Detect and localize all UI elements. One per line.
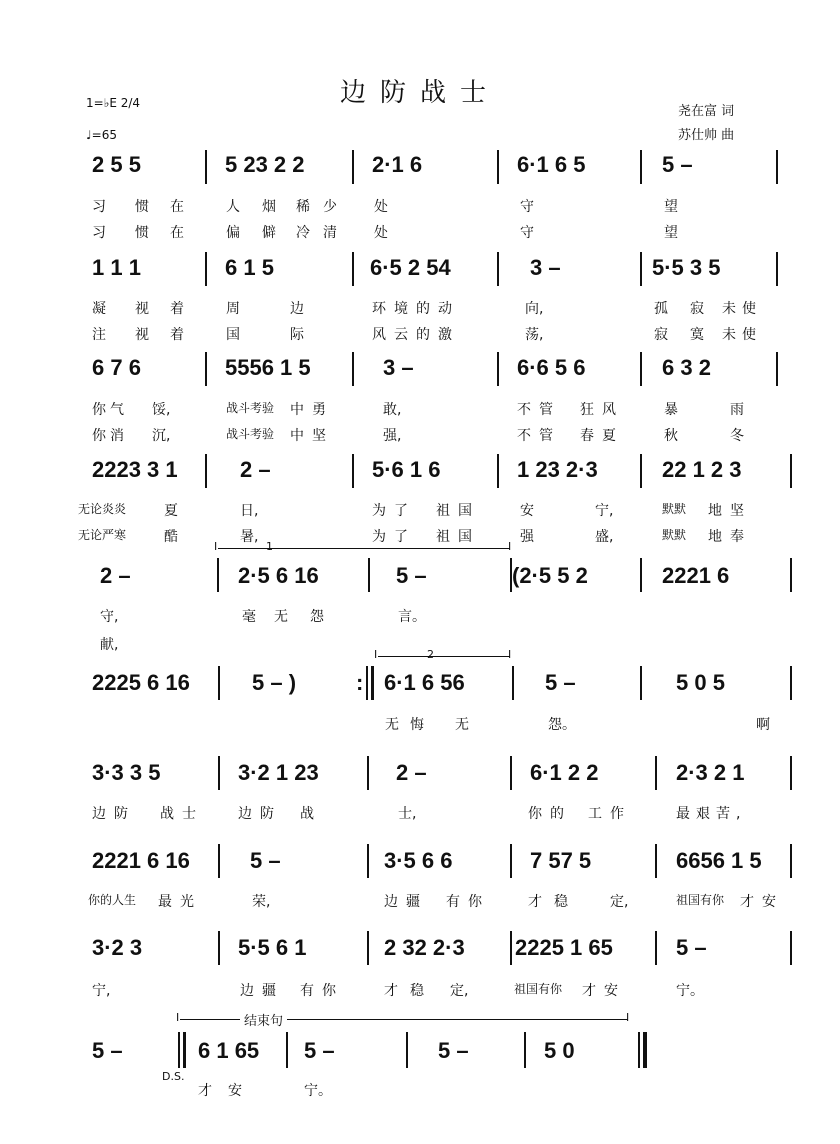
measure: 6 1 65 <box>198 1038 260 1063</box>
lyric: 烟 <box>262 199 276 215</box>
lyric: 狂风 <box>580 402 624 418</box>
lyric: 中坚 <box>290 428 334 444</box>
measure: 2221 6 <box>662 563 730 588</box>
measure: 5 – <box>662 152 693 177</box>
lyric: 沉, <box>152 428 171 444</box>
lyric: 有你 <box>300 983 344 999</box>
lyric: 强, <box>383 428 402 444</box>
lyric: 宁。 <box>676 983 704 999</box>
lyric: 孤 <box>654 301 668 317</box>
lyric: 暴 <box>664 402 678 418</box>
measure: 2 – <box>396 760 427 785</box>
lyric: 强 <box>520 529 534 545</box>
measure: 6 7 6 <box>92 355 141 380</box>
measure: 6656 1 5 <box>676 848 762 873</box>
volta-1-label: 1 <box>266 540 273 553</box>
lyric: 凝 <box>92 301 106 317</box>
song-title: 边防战士 <box>339 78 500 108</box>
lyric: 献, <box>100 637 119 653</box>
lyric: 战斗考验 <box>226 401 275 415</box>
tempo-marking: ♩=65 <box>86 128 117 142</box>
lyric: 宁, <box>595 503 614 519</box>
lyric: 中勇 <box>290 402 334 418</box>
lyric: 无论严寒 <box>78 528 127 542</box>
measure: 6 1 5 <box>225 255 274 280</box>
measure: 6·5 2 54 <box>370 255 451 280</box>
lyric: 无 <box>385 717 399 733</box>
lyric: 盛, <box>595 529 614 545</box>
lyric: 望 <box>664 225 678 241</box>
lyric: 荡, <box>525 327 544 343</box>
lyric: 默默 <box>662 528 687 542</box>
lyric: 祖国 <box>436 503 480 519</box>
lyric: 怨。 <box>548 717 576 733</box>
lyric: 着 <box>170 327 184 343</box>
lyric: 敢, <box>383 402 402 418</box>
lyric: 在 <box>170 199 184 215</box>
lyric: 秋 <box>664 428 678 444</box>
measure: 5·5 3 5 <box>652 255 721 280</box>
lyric: 你气 <box>92 402 128 418</box>
lyric: 注 <box>92 327 106 343</box>
lyric: 馁, <box>152 402 171 418</box>
composer-credit: 苏仕帅 曲 <box>678 128 735 143</box>
lyric: 啊 <box>756 717 770 733</box>
lyric: 人 <box>226 199 240 215</box>
lyric: 未使 <box>722 301 762 317</box>
lyric: 边 <box>290 301 304 317</box>
lyric: 荣, <box>252 894 271 910</box>
measure: 2223 3 1 <box>92 457 178 482</box>
ending-label: 结束句 <box>240 1010 287 1029</box>
lyric: 为了 <box>372 503 416 519</box>
measure: 6 3 2 <box>662 355 711 380</box>
lyric: 寂 <box>690 301 704 317</box>
measure: 7 57 5 <box>530 848 592 873</box>
lyric: 战 <box>300 806 314 822</box>
lyric: 最艰苦, <box>676 806 747 822</box>
lyric: 不管 <box>517 428 561 444</box>
measure: 5 – <box>304 1038 335 1063</box>
lyric: 言。 <box>398 609 426 625</box>
lyric: 不管 <box>517 402 561 418</box>
lyric: 周 <box>226 301 240 317</box>
lyric: 冷 <box>296 225 310 241</box>
measure: 3·5 6 6 <box>384 848 453 873</box>
measure: 3 – <box>530 255 561 280</box>
lyric: 默默 <box>662 502 687 516</box>
lyric: 清 <box>323 225 337 241</box>
lyric: 春夏 <box>580 428 624 444</box>
measure: 5 – <box>250 848 281 873</box>
lyric: 未使 <box>722 327 762 343</box>
lyric: 定, <box>610 894 629 910</box>
lyric: 宁, <box>92 983 111 999</box>
lyric: 酷 <box>164 529 178 545</box>
measure: 3·2 3 <box>92 935 143 960</box>
lyric: 视 <box>135 301 149 317</box>
lyric: 怨 <box>310 609 324 625</box>
lyric: 守, <box>100 609 119 625</box>
lyric: 寂 <box>654 327 668 343</box>
lyric: 宁。 <box>304 1083 332 1099</box>
lyric: 处 <box>374 225 388 241</box>
lyric: 战斗考验 <box>226 427 275 441</box>
lyric: 习 <box>92 199 106 215</box>
lyric: 守 <box>520 225 534 241</box>
key-signature: 1=♭E 2/4 <box>86 96 141 110</box>
measure: 5 – <box>438 1038 469 1063</box>
measure: 3·3 3 5 <box>92 760 161 785</box>
lyric: 安 <box>520 503 534 519</box>
lyric: 暑, <box>240 529 259 545</box>
lyric: 冬 <box>730 428 744 444</box>
lyric: 最光 <box>158 894 202 910</box>
measure: 2 – <box>240 457 271 482</box>
measure: (2·5 5 2 <box>512 563 588 588</box>
lyric: 国 <box>226 327 240 343</box>
lyric: 祖国有你 <box>514 982 563 996</box>
lyric: 环境的动 <box>372 301 460 317</box>
measure: 5 – <box>545 670 576 695</box>
lyric: 寞 <box>690 327 704 343</box>
lyric: 在 <box>170 225 184 241</box>
lyric: 稀 <box>296 199 310 215</box>
measure: 5 0 <box>544 1038 575 1063</box>
lyricist-credit: 尧在富 词 <box>678 104 735 119</box>
lyric: 为了 <box>372 529 416 545</box>
lyric: 处 <box>374 199 388 215</box>
lyric: 祖国有你 <box>676 893 725 907</box>
lyric: 边疆 <box>384 894 428 910</box>
measure: 3 – <box>383 355 414 380</box>
measure: 22 1 2 3 <box>662 457 742 482</box>
measure: 1 23 2·3 <box>517 457 598 482</box>
lyric: 祖国 <box>436 529 480 545</box>
lyric: 偏 <box>226 225 240 241</box>
lyric: 无 <box>274 609 288 625</box>
measure: 2221 6 16 <box>92 848 190 873</box>
lyric: 地奉 <box>708 529 752 545</box>
measure: 6·1 6 5 <box>517 152 586 177</box>
lyric: 向, <box>525 301 544 317</box>
measure: 2 5 5 <box>92 152 141 177</box>
lyric: 战士 <box>160 806 204 822</box>
lyric: 边疆 <box>240 983 284 999</box>
measure: 3·2 1 23 <box>238 760 319 785</box>
lyric: 无论炎炎 <box>78 502 127 516</box>
measure: 5 – <box>92 1038 123 1063</box>
lyric: 边防 <box>238 806 282 822</box>
measure: 2225 6 16 <box>92 670 190 695</box>
measure: 2·5 6 16 <box>238 563 319 588</box>
measure: 5·6 1 6 <box>372 457 441 482</box>
measure: 2 32 2·3 <box>384 935 465 960</box>
lyric: 你消 <box>92 428 128 444</box>
lyric: 地坚 <box>708 503 752 519</box>
lyric: 才安 <box>582 983 626 999</box>
lyric: 雨 <box>730 402 744 418</box>
lyric: 视 <box>135 327 149 343</box>
lyric: 无 <box>455 717 469 733</box>
lyric: 际 <box>290 327 304 343</box>
lyric: 日, <box>240 503 259 519</box>
lyric: 着 <box>170 301 184 317</box>
volta-2-label: 2 <box>427 648 434 661</box>
lyric: 才稳 <box>384 983 436 999</box>
measure: 2 – <box>100 563 131 588</box>
lyric: 有你 <box>446 894 490 910</box>
lyric: 望 <box>664 199 678 215</box>
lyric: 惯 <box>135 199 149 215</box>
lyric: 悔 <box>410 717 424 733</box>
lyric: 惯 <box>135 225 149 241</box>
measure: 1 1 1 <box>92 255 141 280</box>
measure: 5·5 6 1 <box>238 935 307 960</box>
lyric: 边防 <box>92 806 136 822</box>
lyric: 你的人生 <box>88 893 137 907</box>
ds-marking: D.S. <box>162 1070 185 1083</box>
lyric: 僻 <box>262 225 276 241</box>
measure: 2·3 2 1 <box>676 760 745 785</box>
lyric: 定, <box>450 983 469 999</box>
lyric: 习 <box>92 225 106 241</box>
lyric: 毫 <box>242 609 256 625</box>
measure: 5556 1 5 <box>225 355 311 380</box>
measure: 5 – ) <box>252 670 297 695</box>
lyric: 才稳 <box>528 894 580 910</box>
lyric: 士, <box>398 806 417 822</box>
measure: 6·1 6 56 <box>384 670 465 695</box>
lyric: 你的 <box>528 806 572 822</box>
measure: 5 – <box>676 935 707 960</box>
lyric: 风云的激 <box>372 327 460 343</box>
lyric: 才安 <box>198 1083 258 1099</box>
measure: 5 – <box>396 563 427 588</box>
lyric: 工作 <box>588 806 632 822</box>
measure: 2·1 6 <box>372 152 423 177</box>
measure: 2225 1 65 <box>515 935 613 960</box>
measure: 6·6 5 6 <box>517 355 586 380</box>
lyric: 少 <box>323 199 337 215</box>
measure: 6·1 2 2 <box>530 760 599 785</box>
lyric: 守 <box>520 199 534 215</box>
lyric: 夏 <box>164 503 178 519</box>
measure: 5 23 2 2 <box>225 152 305 177</box>
lyric: 才安 <box>740 894 784 910</box>
measure: 5 0 5 <box>676 670 725 695</box>
